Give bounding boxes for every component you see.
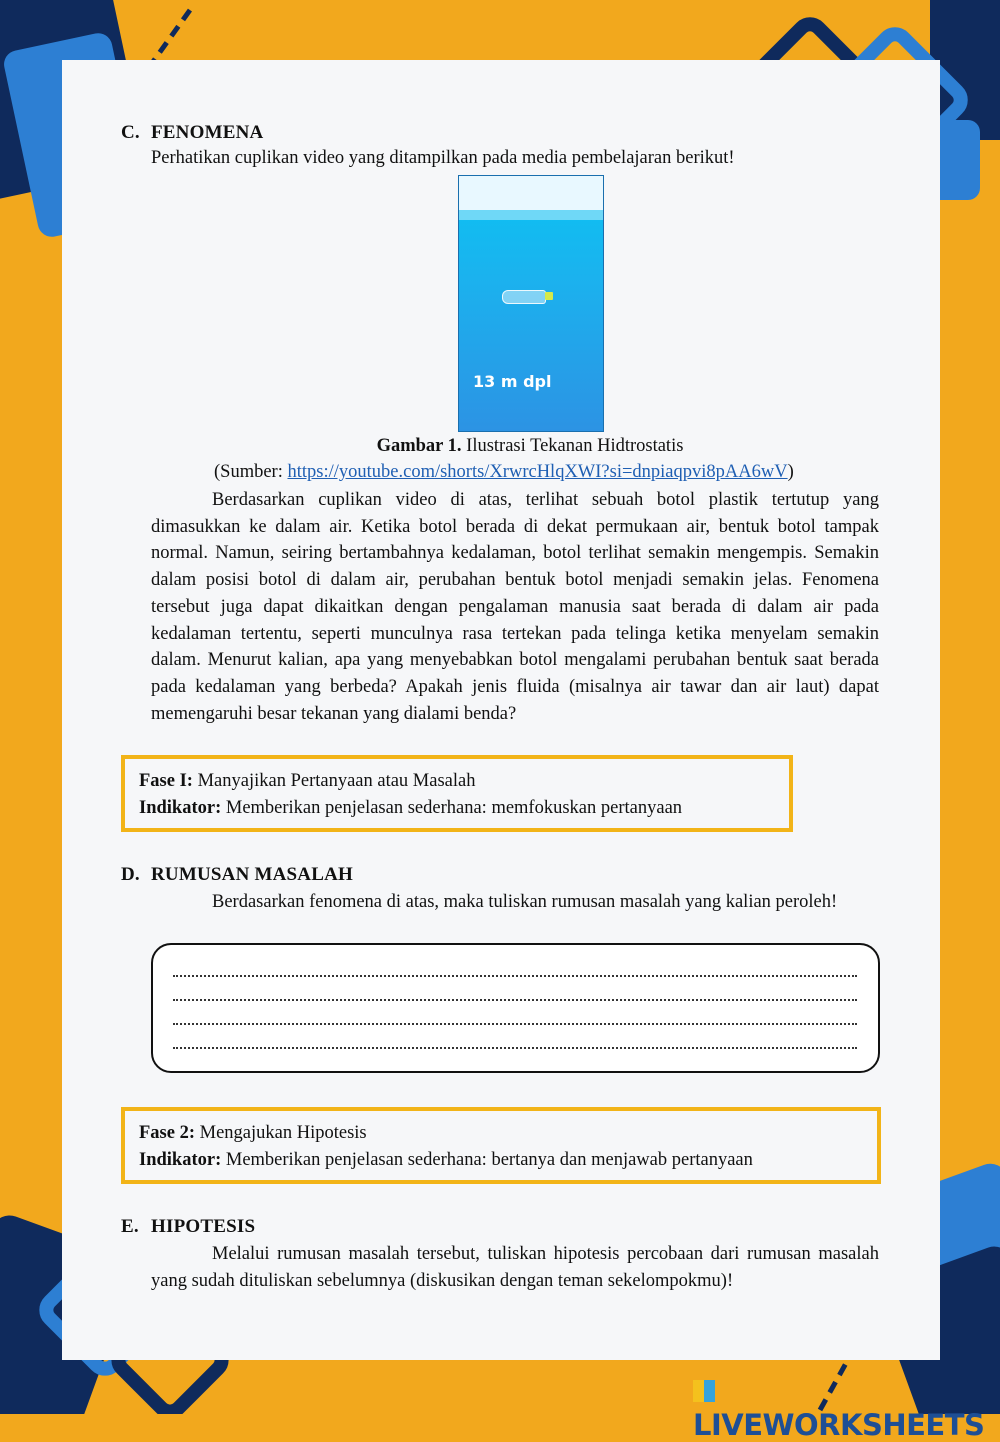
section-c-instruction: Perhatikan cuplikan video yang ditampilkan pada media pembelajaran berikut! [151, 148, 735, 168]
phase-2-label: Fase 2: [139, 1123, 195, 1143]
phase-2-line [139, 1120, 877, 1147]
bottle-cap-icon [545, 292, 553, 300]
section-c-heading [121, 122, 263, 144]
section-c-letter: C. [121, 122, 140, 143]
liveworksheets-logo [693, 1374, 1000, 1442]
answer-line[interactable] [173, 1001, 857, 1025]
figure-source [214, 462, 794, 483]
answer-box[interactable] [151, 943, 880, 1073]
phase-2-indicator-label: Indikator: [139, 1150, 222, 1170]
section-e-letter: E. [121, 1216, 139, 1237]
phase-2-indicator [139, 1147, 877, 1174]
phase-2-box [121, 1107, 881, 1184]
figure-caption-label: Gambar 1. [376, 436, 462, 456]
phase-2-indicator-text: Memberikan penjelasan sederhana: bertanya dan menjawab pertanyaan [221, 1150, 753, 1170]
phase-1-indicator [139, 795, 789, 822]
phase-1-line [139, 768, 789, 795]
phase-1-label: Fase I: [139, 771, 193, 791]
phase-1-indicator-text: Memberikan penjelasan sederhana: memfokuskan pertanyaan [221, 798, 683, 818]
answer-line[interactable] [173, 1025, 857, 1049]
phase-1-text: Manyajikan Pertanyaan atau Masalah [192, 771, 476, 791]
section-e-title: HIPOTESIS [151, 1216, 256, 1237]
brand-mark-icon [693, 1380, 715, 1402]
section-d-title: RUMUSAN MASALAH [151, 864, 353, 885]
source-suffix: ) [787, 462, 794, 482]
phase-1-box [121, 755, 793, 832]
brand-name: LIVEWORKSHEETS [693, 1408, 985, 1442]
section-e-heading [121, 1216, 255, 1238]
section-d-heading [121, 864, 353, 886]
answer-line[interactable] [173, 977, 857, 1001]
source-prefix: (Sumber: [214, 462, 288, 482]
figure-caption [0, 436, 1000, 457]
section-c-paragraph: Berdasarkan cuplikan video di atas, terlihat sebuah botol plastik tertutup yang dimasukkan ke dalam air. Ketika botol berada di dekat permukaan air, bentuk botol tampak normal. Namun, seiring bertambahnya kedalaman, botol terlihat semakin mengempis. Semakin dalam posisi botol di dalam air, perubahan bentuk botol menjadi semakin jelas. Fenomena tersebut juga dapat dikaitkan dengan pengalaman manusia saat berada di dalam air pada kedalaman tertentu, seperti munculnya rasa tertekan pada telinga ketika menyelam semakin dalam. Menurut kalian, apa yang menyebabkan botol mengalami perubahan bentuk saat berada pada kedalaman yang berbeda? Apakah jenis fluida (misalnya air tawar dan air laut) dapat memengaruhi besar tekanan yang dialami benda? [151, 490, 879, 724]
section-e-paragraph: Melalui rumusan masalah tersebut, tuliskan hipotesis percobaan dari rumusan masalah yang sudah dituliskan sebelumnya (diskusikan dengan teman sekelompokmu)! [151, 1244, 879, 1291]
depth-label: 13 m dpl [473, 372, 552, 391]
bottle-icon [502, 290, 546, 304]
figure-caption-text: Ilustrasi Tekanan Hidtrostatis [461, 436, 684, 456]
section-d-letter: D. [121, 864, 140, 885]
phase-2-text: Mengajukan Hipotesis [195, 1123, 367, 1143]
source-link[interactable]: https://youtube.com/shorts/XrwrcHlqXWI?si=dnpiaqpvi8pAA6wV [287, 462, 788, 482]
phase-1-indicator-label: Indikator: [139, 798, 222, 818]
section-d-paragraph: Berdasarkan fenomena di atas, maka tuliskan rumusan masalah yang kalian peroleh! [212, 892, 838, 912]
water-wave [459, 210, 603, 220]
section-c-title: FENOMENA [151, 122, 264, 143]
hydrostatic-illustration [458, 175, 604, 432]
answer-line[interactable] [173, 953, 857, 977]
